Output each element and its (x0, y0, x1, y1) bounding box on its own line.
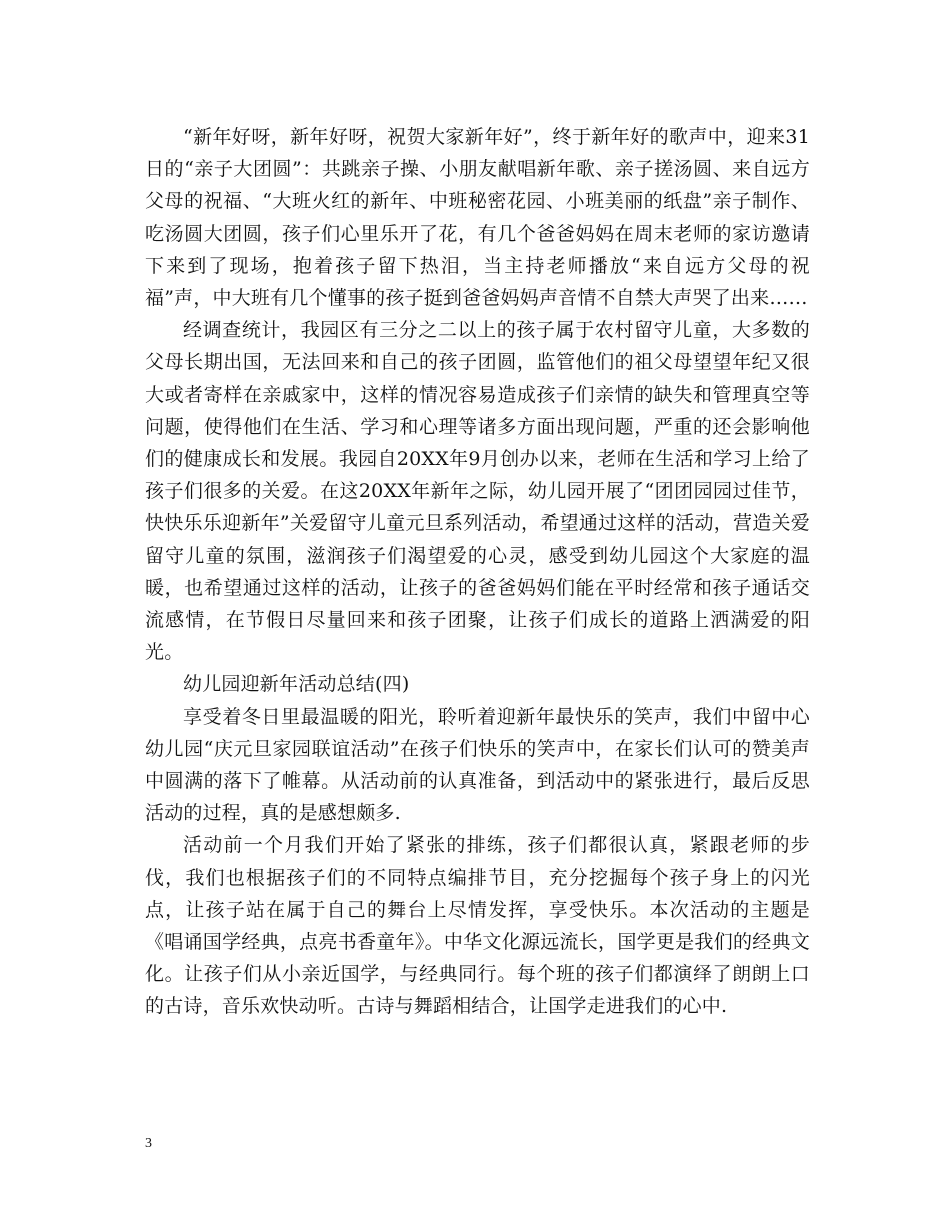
paragraph-activity-intro: 享受着冬日里最温暖的阳光，聆听着迎新年最快乐的笑声，我们中留中心幼儿园“庆元旦家园联谊活动”在孩子们快乐的笑声中，在家长们认可的赞美声中圆满的落下了帷幕。从活动前的认真准备，到活动中的紧张进行，最后反思活动的过程，真的是感想颇多. (145, 705, 810, 825)
paragraph-reunion: “新年好呀，新年好呀，祝贺大家新年好”，终于新年好的歌声中，迎来31日的“亲子大团圆”：共跳亲子操、小朋友献唱新年歌、亲子搓汤圆、来自远方父母的祝福、“大班火红的新年、中班秘密花园、小班美丽的纸盘”亲子制作、吃汤圆大团圆，孩子们心里乐开了花，有几个爸爸妈妈在周末老师的家访邀请下来到了现场，抱着孩子留下热泪，当主持老师播放“来自远方父母的祝福”声，中大班有几个懂事的孩子挺到爸爸妈妈声音情不自禁大声哭了出来…… (145, 126, 810, 310)
page-number: 3 (145, 1136, 152, 1151)
section-heading: 幼儿园迎新年活动总结(四) (183, 673, 410, 696)
document-body (145, 121, 810, 1023)
paragraph-survey: 经调查统计，我园区有三分之二以上的孩子属于农村留守儿童，大多数的父母长期出国，无法回来和自己的孩子团圆，监管他们的祖父母望望年纪又很大或者寄样在亲戚家中，这样的情况容易造成孩子们亲情的缺失和管理真空等问题，使得他们在生活、学习和心理等诸多方面出现问题，严重的还会影响他们的健康成长和发展。我园自20XX年9月创办以来，老师在生活和学习上给了孩子们很多的关爱。在这20XX年新年之际，幼儿园开展了“团团园园过佳节，快快乐乐迎新年”关爱留守儿童元旦系列活动，希望通过这样的活动，营造关爱留守儿童的氛围，滋润孩子们渴望爱的心灵，感受到幼儿园这个大家庭的温暖，也希望通过这样的活动，让孩子的爸爸妈妈们能在平时经常和孩子通话交流感情，在节假日尽量回来和孩子团聚，让孩子们成长的道路上洒满爱的阳光。 (145, 319, 810, 664)
paragraph-rehearsal: 活动前一个月我们开始了紧张的排练，孩子们都很认真，紧跟老师的步伐，我们也根据孩子们的不同特点编排节目，充分挖掘每个孩子身上的闪光点，让孩子站在属于自己的舞台上尽情发挥，享受快乐。本次活动的主题是《唱诵国学经典，点亮书香童年》。中华文化源远流长，国学更是我们的经典文化。让孩子们从小亲近国学，与经典同行。每个班的孩子们都演绎了朗朗上口的古诗，音乐欢快动听。古诗与舞蹈相结合，让国学走进我们的心中. (145, 834, 810, 1018)
